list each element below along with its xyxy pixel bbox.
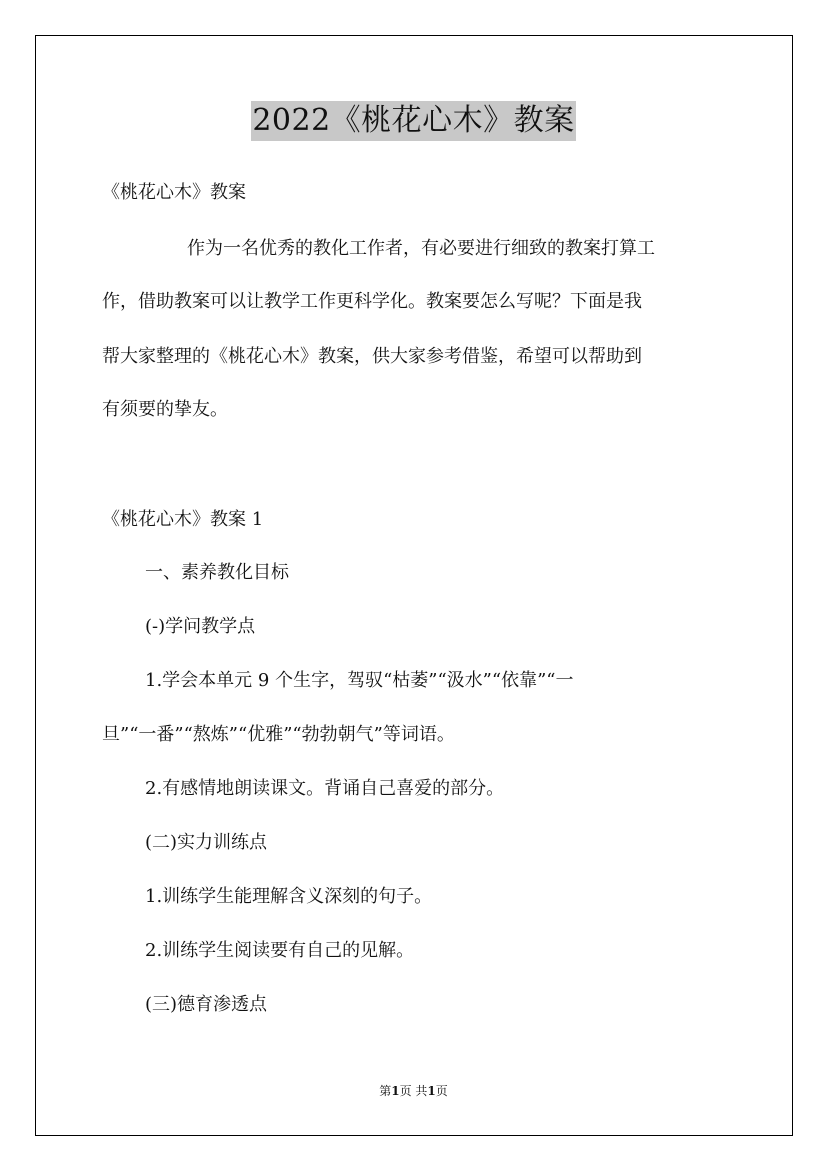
footer-page-number: 1: [391, 1084, 400, 1098]
intro-line-1: 作为一名优秀的教化工作者，有必要进行细致的教案打算工: [187, 238, 655, 259]
document-title: 2022《桃花心木》教案: [251, 101, 575, 141]
footer-suffix: 页: [435, 1084, 448, 1098]
section-heading: 《桃花心木》教案 1: [102, 509, 264, 530]
section-item: 一、素养教化目标: [145, 562, 289, 583]
section-item: (三)德育渗透点: [145, 994, 268, 1015]
section-item: 1.训练学生能理解含义深刻的句子。: [145, 886, 433, 907]
intro-line-2: 作，借助教案可以让教学工作更科学化。教案要怎么写呢？下面是我: [102, 291, 642, 312]
section-item: 1.学会本单元 9 个生字，驾驭“枯萎”“汲水”“依靠”“一: [145, 670, 574, 691]
document-subtitle: 《桃花心木》教案: [102, 182, 246, 203]
intro-line-3: 帮大家整理的《桃花心木》教案，供大家参考借鉴，希望可以帮助到: [102, 346, 642, 367]
footer-mid: 页 共: [399, 1084, 428, 1098]
footer-prefix: 第: [379, 1084, 392, 1098]
intro-line-4: 有须要的挚友。: [102, 399, 228, 420]
section-item: 2.训练学生阅读要有自己的见解。: [145, 940, 415, 961]
title-container: [0, 101, 827, 141]
page-footer: [0, 1083, 827, 1099]
section-item: 旦”“一番”“熬炼”“优雅”“勃勃朝气”等词语。: [102, 724, 455, 745]
section-item: 2.有感情地朗读课文。背诵自己喜爱的部分。: [145, 778, 505, 799]
footer-page-total: 1: [427, 1084, 436, 1098]
section-item: (二)实力训练点: [145, 832, 268, 853]
section-item: (-)学问教学点: [145, 616, 256, 637]
